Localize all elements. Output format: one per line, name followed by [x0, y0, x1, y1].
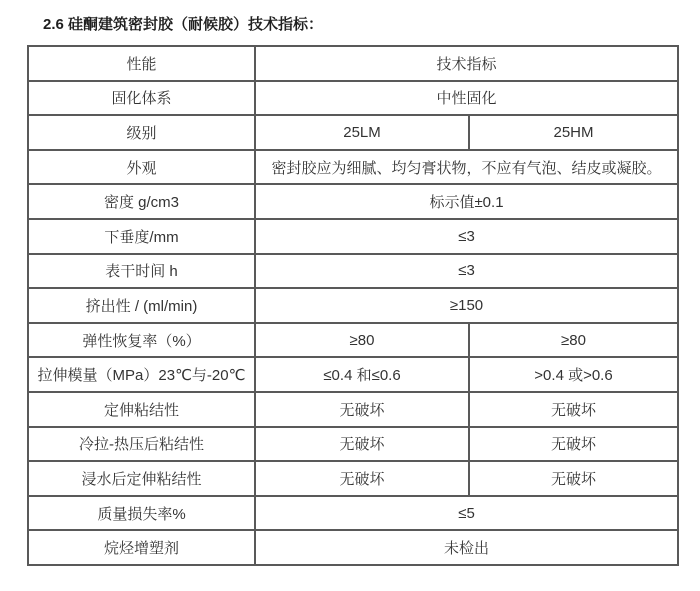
value-cell: >0.4 或>0.6 — [469, 357, 678, 392]
table-row — [28, 530, 678, 565]
table-row — [28, 81, 678, 116]
row-label-cell: 烷烃增塑剂 — [28, 530, 255, 565]
row-label-cell: 固化体系 — [28, 81, 255, 116]
value-cell: ≥80 — [469, 323, 678, 358]
spec-table — [27, 45, 679, 566]
row-label-cell: 挤出性 / (ml/min) — [28, 288, 255, 323]
value-cell: 密封胶应为细腻、均匀膏状物，不应有气泡、结皮或凝胶。 — [255, 150, 678, 185]
value-cell: 无破坏 — [469, 392, 678, 427]
value-cell: 技术指标 — [255, 46, 678, 81]
value-cell: 未检出 — [255, 530, 678, 565]
table-row — [28, 219, 678, 254]
table-row — [28, 150, 678, 185]
value-cell: 中性固化 — [255, 81, 678, 116]
table-row — [28, 357, 678, 392]
table-row — [28, 496, 678, 531]
value-cell: 无破坏 — [255, 392, 469, 427]
table-row — [28, 392, 678, 427]
table-row — [28, 254, 678, 289]
value-cell: ≤0.4 和≤0.6 — [255, 357, 469, 392]
value-cell: 25HM — [469, 115, 678, 150]
row-label-cell: 级别 — [28, 115, 255, 150]
value-cell: 无破坏 — [255, 427, 469, 462]
value-cell: 无破坏 — [469, 427, 678, 462]
row-label-cell: 冷拉-热压后粘结性 — [28, 427, 255, 462]
value-cell: ≥150 — [255, 288, 678, 323]
table-row — [28, 323, 678, 358]
table-row — [28, 427, 678, 462]
row-label-cell: 下垂度/mm — [28, 219, 255, 254]
row-label-cell: 质量损失率% — [28, 496, 255, 531]
value-cell: ≥80 — [255, 323, 469, 358]
table-row — [28, 461, 678, 496]
row-label-cell: 浸水后定伸粘结性 — [28, 461, 255, 496]
table-row — [28, 288, 678, 323]
row-label-cell: 表干时间 h — [28, 254, 255, 289]
value-cell: 25LM — [255, 115, 469, 150]
value-cell: 标示值±0.1 — [255, 184, 678, 219]
value-cell: 无破坏 — [469, 461, 678, 496]
value-cell: ≤5 — [255, 496, 678, 531]
value-cell: ≤3 — [255, 219, 678, 254]
document-section-title: 2.6 硅酮建筑密封胶（耐候胶）技术指标： — [43, 16, 324, 33]
row-label-cell: 拉伸模量（MPa）23℃与-20℃ — [28, 357, 255, 392]
row-label-cell: 弹性恢复率（%） — [28, 323, 255, 358]
row-label-cell: 定伸粘结性 — [28, 392, 255, 427]
table-row — [28, 115, 678, 150]
row-label-cell: 外观 — [28, 150, 255, 185]
table-row — [28, 184, 678, 219]
spec-table-body — [28, 46, 678, 565]
row-label-cell: 性能 — [28, 46, 255, 81]
value-cell: 无破坏 — [255, 461, 469, 496]
table-row — [28, 46, 678, 81]
row-label-cell: 密度 g/cm3 — [28, 184, 255, 219]
value-cell: ≤3 — [255, 254, 678, 289]
